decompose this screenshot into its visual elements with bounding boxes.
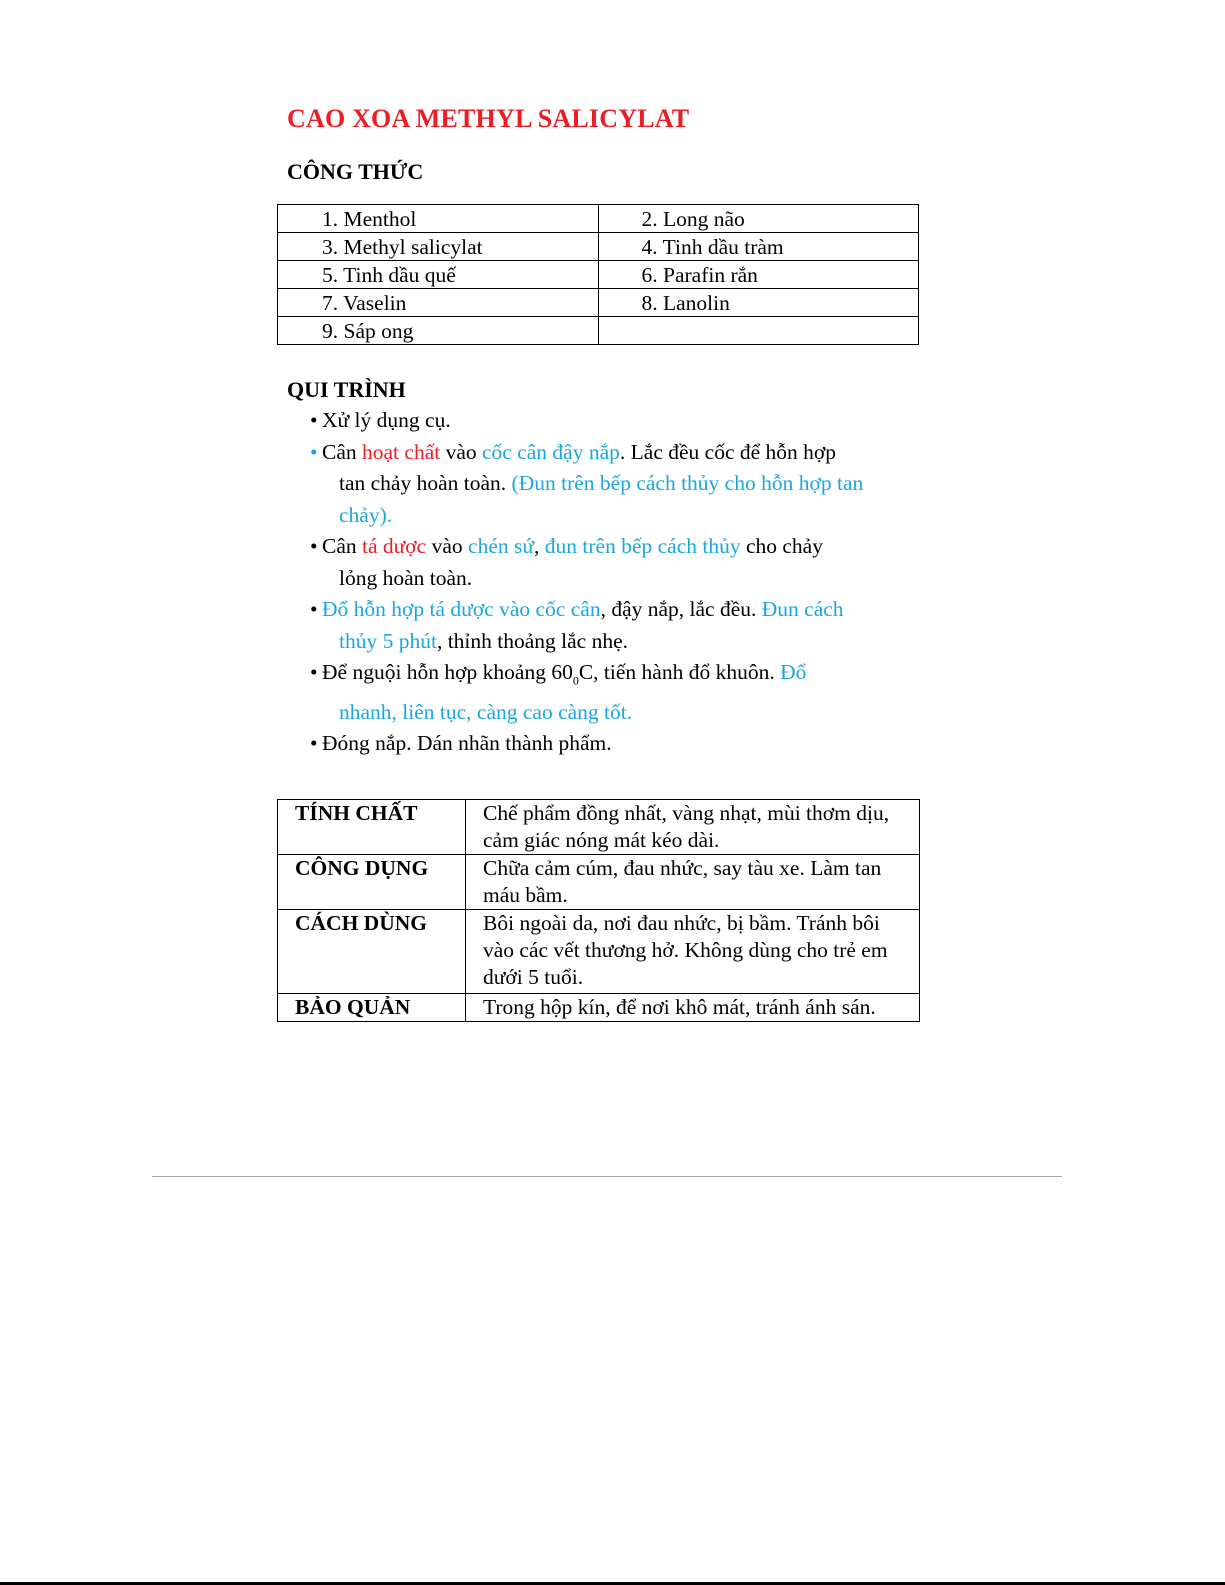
property-label: CÔNG DỤNG — [278, 855, 466, 910]
bullet-icon: • — [310, 408, 318, 432]
ingredients-table — [277, 204, 919, 345]
table-row — [278, 317, 919, 345]
bullet-icon: • — [310, 597, 318, 621]
property-label: BẢO QUẢN — [278, 994, 466, 1022]
ingredient-cell: 5. Tinh dầu quế — [322, 262, 456, 287]
ingredient-cell: 6. Parafin rắn — [641, 262, 758, 287]
ingredient-cell: 3. Methyl salicylat — [322, 234, 483, 259]
list-item: • Cân hoạt chất vào cốc cân đậy nắp. Lắc đều cốc để hỗn hợp tan chảy hoàn toàn. (Đun trên bếp cách thủy cho hỗn hợp tan chảy). — [310, 437, 930, 532]
bullet-icon: • — [310, 660, 318, 684]
property-value: Trong hộp kín, để nơi khô mát, tránh ánh sán. — [466, 994, 920, 1022]
ingredient-cell: 9. Sáp ong — [322, 318, 414, 343]
bullet-icon: • — [310, 534, 318, 558]
ingredient-cell: 1. Menthol — [322, 206, 417, 231]
table-row — [278, 233, 919, 261]
ingredient-cell: 4. Tinh dầu tràm — [641, 234, 784, 259]
property-value: Chế phẩm đồng nhất, vàng nhạt, mùi thơm dịu, cảm giác nóng mát kéo dài. — [466, 800, 920, 855]
ingredient-cell: 7. Vaselin — [322, 290, 407, 315]
bullet-icon: • — [310, 439, 318, 464]
property-label: CÁCH DÙNG — [278, 910, 466, 994]
list-item: • Cân tá dược vào chén sứ, đun trên bếp cách thủy cho chảy lỏng hoàn toàn. — [310, 531, 930, 594]
document-title: CAO XOA METHYL SALICYLAT — [287, 104, 690, 133]
table-row — [278, 261, 919, 289]
table-row — [278, 994, 920, 1022]
property-label: TÍNH CHẤT — [278, 800, 466, 855]
list-item: • Xử lý dụng cụ. — [310, 405, 930, 437]
ingredient-cell: 8. Lanolin — [641, 290, 730, 315]
table-row — [278, 800, 920, 855]
process-heading: QUI TRÌNH — [287, 377, 406, 402]
list-item: • Đổ hỗn hợp tá dược vào cốc cân, đậy nắp, lắc đều. Đun cách thủy 5 phút, thỉnh thoảng lắc nhẹ. — [310, 594, 930, 657]
property-value: Bôi ngoài da, nơi đau nhức, bị bầm. Tránh bôi vào các vết thương hở. Không dùng cho trẻ em dưới 5 tuổi. — [466, 910, 920, 994]
bullet-icon: • — [310, 731, 318, 756]
formula-heading: CÔNG THỨC — [287, 159, 424, 184]
list-item: • Đóng nắp. Dán nhãn thành phẩm. — [310, 728, 930, 760]
table-row — [278, 855, 920, 910]
properties-table — [277, 799, 920, 1022]
page-divider — [152, 1176, 1062, 1177]
process-steps — [310, 405, 930, 760]
ingredient-cell: 2. Long não — [641, 206, 745, 231]
table-row — [278, 289, 919, 317]
table-row — [278, 205, 919, 233]
list-item: • Để nguội hỗn hợp khoảng $60_0C$, tiến hành đổ khuôn. Đổ nhanh, liên tục, càng cao càng tốt. — [310, 657, 930, 728]
property-value: Chữa cảm cúm, đau nhức, say tàu xe. Làm tan máu bầm. — [466, 855, 920, 910]
table-row — [278, 910, 920, 994]
